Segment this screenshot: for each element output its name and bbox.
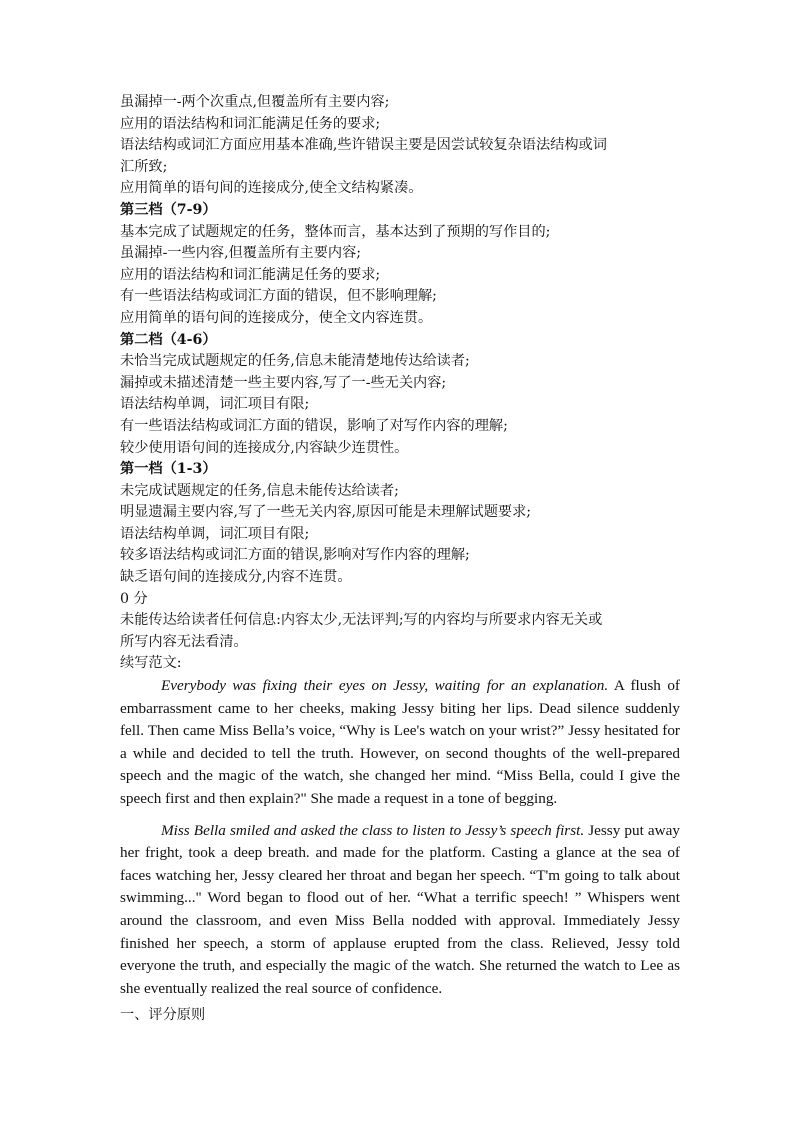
rubric-line: 漏掉或未描述清楚一些主要内容,写了一-些无关内容; (120, 374, 447, 391)
section-heading-scoring-principles: 一、评分原则 (120, 1007, 206, 1024)
rubric-line: 虽漏掉-一些内容,但覆盖所有主要内容; (120, 245, 362, 262)
essay-opening-sentence: Miss Bella smiled and asked the class to listen to Jessy’s speech first. (161, 821, 585, 839)
essay-paragraph-text: A flush of embarrassment came to her cheeks, making Jessy biting her lips. Dead silence suddenly fell. Then came Miss Bella’s voice, “Why is Lee's watch on your wrist?” Jessy hesitated for a while and decided to tell the truth. However, on second thoughts of the well-prepared speech and the magic of the watch, she changed her mind. “Miss Bella, could I give the speech first and then explain?" She made a request in a tone of begging. (120, 677, 680, 807)
rubric-line: 所写内容无法看清。 (120, 633, 248, 650)
rubric-line: 应用的语法结构和词汇能满足任务的要求; (120, 115, 381, 132)
essay-paragraph-2 (120, 820, 680, 1001)
document-page (120, 92, 680, 1026)
essay-paragraph-1 (120, 675, 680, 811)
sample-essay (120, 675, 680, 1000)
rubric-line: 语法结构单调，词汇项目有限; (120, 525, 310, 542)
rubric-line: 缺乏语句间的连接成分,内容不连贯。 (120, 569, 352, 586)
rubric-line: 语法结构或词汇方面应用基本准确,些许错误主要是因尝试较复杂语法结构或词 (120, 137, 607, 154)
sample-essay-label: 续写范文: (120, 655, 182, 672)
rubric-heading-level-2: 第二档（4-6） (120, 331, 217, 348)
rubric-line: 虽漏掉一-两个次重点,但覆盖所有主要内容; (120, 94, 390, 110)
rubric-heading-level-3: 第三档（7-9） (120, 201, 217, 218)
rubric-line: 应用简单的语句间的连接成分,使全文结构紧凑。 (120, 180, 423, 197)
rubric-line: 未完成试题规定的任务,信息未能传达给读者; (120, 482, 399, 499)
rubric-line: 应用的语法结构和词汇能满足任务的要求; (120, 266, 381, 283)
rubric-line: 基本完成了试题规定的任务，整体而言，基本达到了预期的写作目的; (120, 223, 551, 240)
rubric-heading-level-1: 第一档（1-3） (120, 461, 217, 478)
rubric-line: 未恰当完成试题规定的任务,信息未能清楚地传达给读者; (120, 353, 470, 370)
rubric-line: 语法结构单调，词汇项目有限; (120, 396, 310, 413)
rubric-score-zero: 0 分 (120, 590, 148, 607)
rubric-line: 较多语法结构或词汇方面的错误,影响对写作内容的理解; (120, 547, 470, 564)
rubric-section (120, 92, 680, 675)
rubric-line: 较少使用语句间的连接成分,内容缺少连贯性。 (120, 439, 409, 456)
rubric-line: 有一些语法结构或词汇方面的错误，但不影响理解; (120, 288, 437, 305)
rubric-line: 汇所致; (120, 158, 168, 175)
rubric-line: 未能传达给读者任何信息:内容太少,无法评判;写的内容均与所要求内容无关或 (120, 612, 603, 629)
rubric-line: 有一些语法结构或词汇方面的错误，影响了对写作内容的理解; (120, 417, 508, 434)
essay-opening-sentence: Everybody was fixing their eyes on Jessy, waiting for an explanation. (161, 677, 609, 695)
rubric-line: 明显遗漏主要内容,写了一些无关内容,原因可能是未理解试题要求; (120, 504, 532, 521)
essay-paragraph-text: Jessy put away her fright, took a deep breath. and made for the platform. Casting a glance at the sea of faces watching her, Jessy cleared her throat and began her speech. “T'm going to talk about swimming..." Word began to flood out of her. “What a terrific speech! ” Whispers went around the classroom, and even Miss Bella nodded with approval. Immediately Jessy finished her speech, a storm of applause erupted from the class. Relieved, Jessy told everyone the truth, and especially the magic of the watch. She returned the watch to Lee as she eventually realized the real source of confidence. (120, 821, 680, 997)
rubric-line: 应用简单的语句间的连接成分，使全文内容连贯。 (120, 309, 433, 326)
